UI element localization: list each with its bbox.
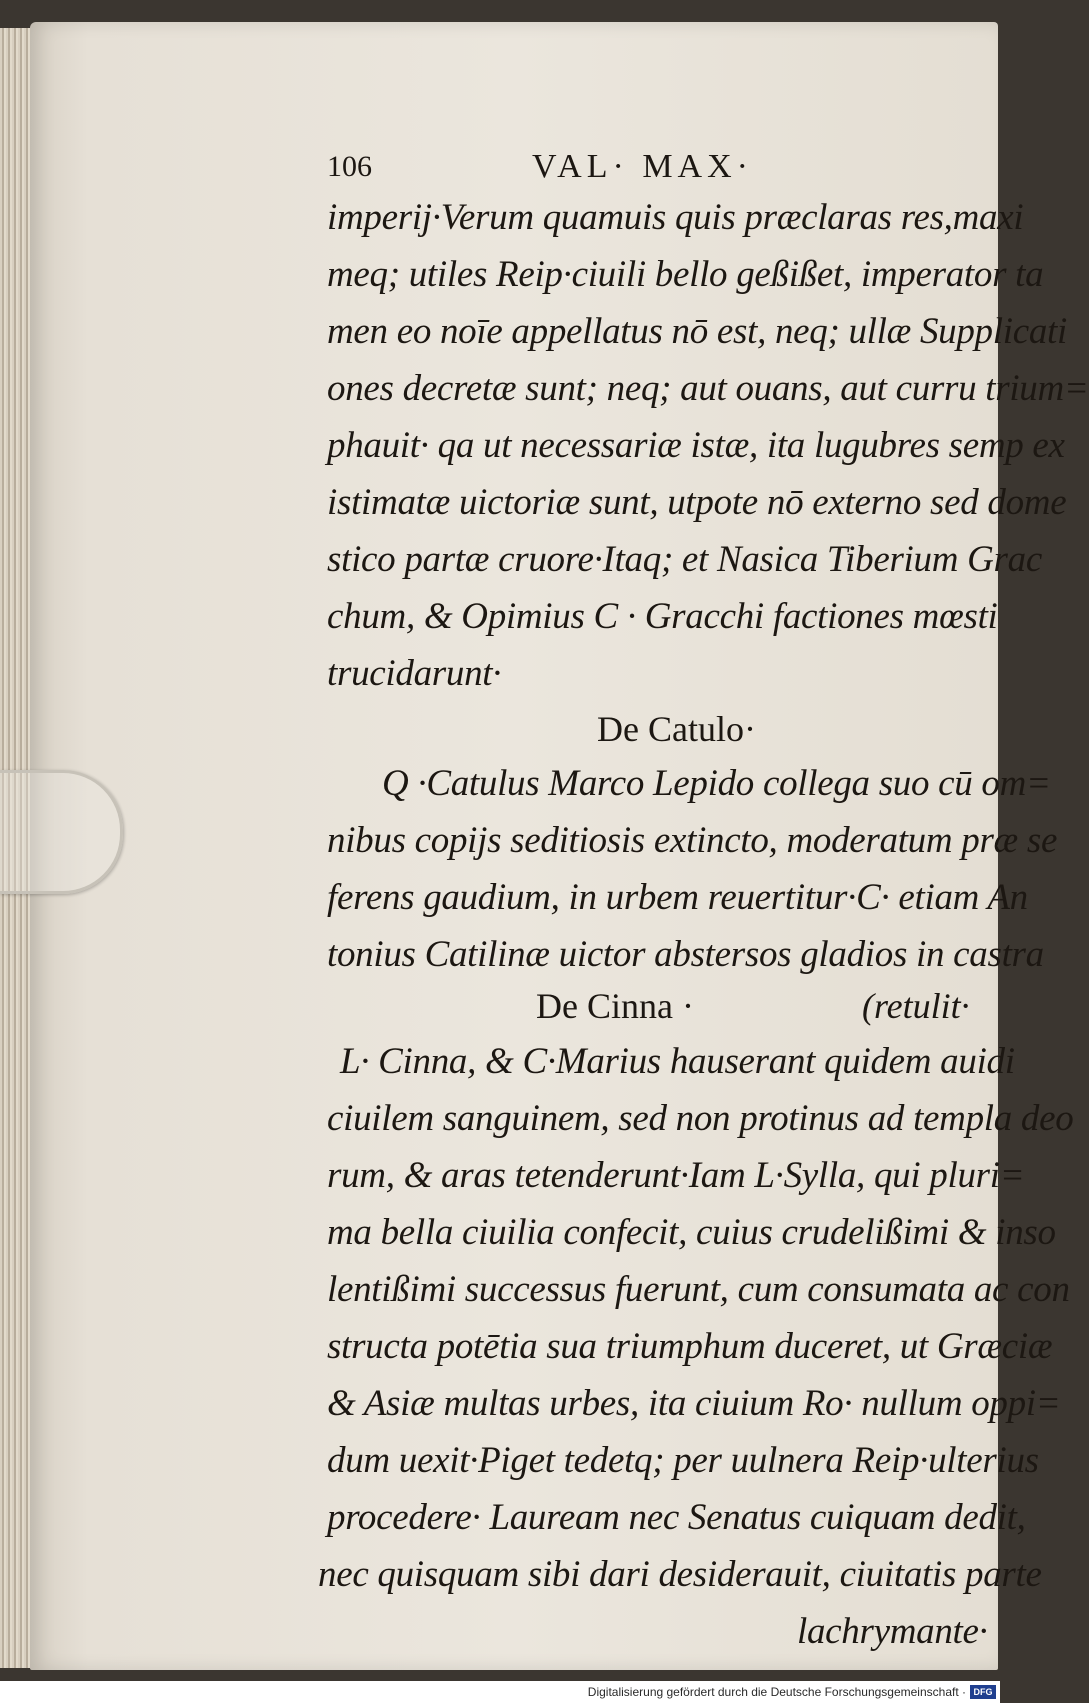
- text-line: dum uexit·Piget tedetq; per uulnera Reip·ulterius: [327, 1440, 1039, 1481]
- text-line: ma bella ciuilia confecit, cuius crudelißimi & inso: [327, 1212, 1056, 1253]
- page-clip: [0, 770, 123, 894]
- section-heading-catulo: De Catulo·: [597, 709, 756, 749]
- text-line: chum, & Opimius C · Gracchi factiones mœsti: [327, 596, 998, 637]
- text-line: phauit· qa ut necessariæ istæ, ita lugubres semp ex: [327, 425, 1065, 466]
- running-title: VAL· MAX·: [532, 148, 753, 185]
- catchword: (retulit·: [862, 986, 970, 1026]
- text-line: Q ·Catulus Marco Lepido collega suo cū om=: [382, 763, 1051, 804]
- text-line: structa potētia sua triumphum duceret, ut Græciæ: [327, 1326, 1053, 1367]
- footer-credit: Digitalisierung gefördert durch die Deutsche Forschungsgemeinschaft ·: [587, 1685, 966, 1699]
- text-line: rum, & aras tetenderunt·Iam L·Sylla, qui pluri=: [327, 1155, 1025, 1196]
- text-line: L· Cinna, & C·Marius hauserant quidem auidi: [340, 1041, 1015, 1082]
- text-line: ferens gaudium, in urbem reuertitur·C· etiam An: [327, 877, 1028, 918]
- text-line: stico partæ cruore·Itaq; et Nasica Tiberium Grac: [327, 539, 1042, 580]
- text-line: nibus copijs seditiosis extincto, moderatum præ se: [327, 820, 1058, 861]
- running-head: [327, 148, 887, 194]
- text-line: meq; utiles Reip·ciuili bello geßißet, imperator ta: [327, 254, 1044, 295]
- text-line: lachrymante·: [797, 1611, 988, 1652]
- text-line: & Asiæ multas urbes, ita ciuium Ro· nullum oppi=: [327, 1383, 1061, 1424]
- text-line: trucidarunt·: [327, 653, 502, 694]
- text-line: imperij·Verum quamuis quis præclaras res,maxi: [327, 197, 1024, 238]
- text-line: procedere· Lauream nec Senatus cuiquam dedit,: [327, 1497, 1026, 1538]
- text-line: nec quisquam sibi dari desiderauit, ciuitatis parte: [318, 1554, 1042, 1595]
- footer-bar: [0, 1681, 1000, 1703]
- text-line: ones decretæ sunt; neq; aut ouans, aut curru trium=: [327, 368, 1089, 409]
- text-line: ciuilem sanguinem, sed non protinus ad templa deo: [327, 1098, 1074, 1139]
- text-line: lentißimi successus fuerunt, cum consumata ac con: [327, 1269, 1070, 1310]
- text-line: tonius Catilinæ uictor abstersos gladios in castra: [327, 934, 1044, 975]
- section-heading-cinna: De Cinna ·: [536, 986, 694, 1026]
- dfg-logo: DFG: [970, 1685, 996, 1699]
- text-line: men eo noīe appellatus nō est, neq; ullæ Supplicati: [327, 311, 1068, 352]
- text-line: istimatæ uictoriæ sunt, utpote nō externo sed dome: [327, 482, 1067, 523]
- page-number: 106: [327, 150, 372, 183]
